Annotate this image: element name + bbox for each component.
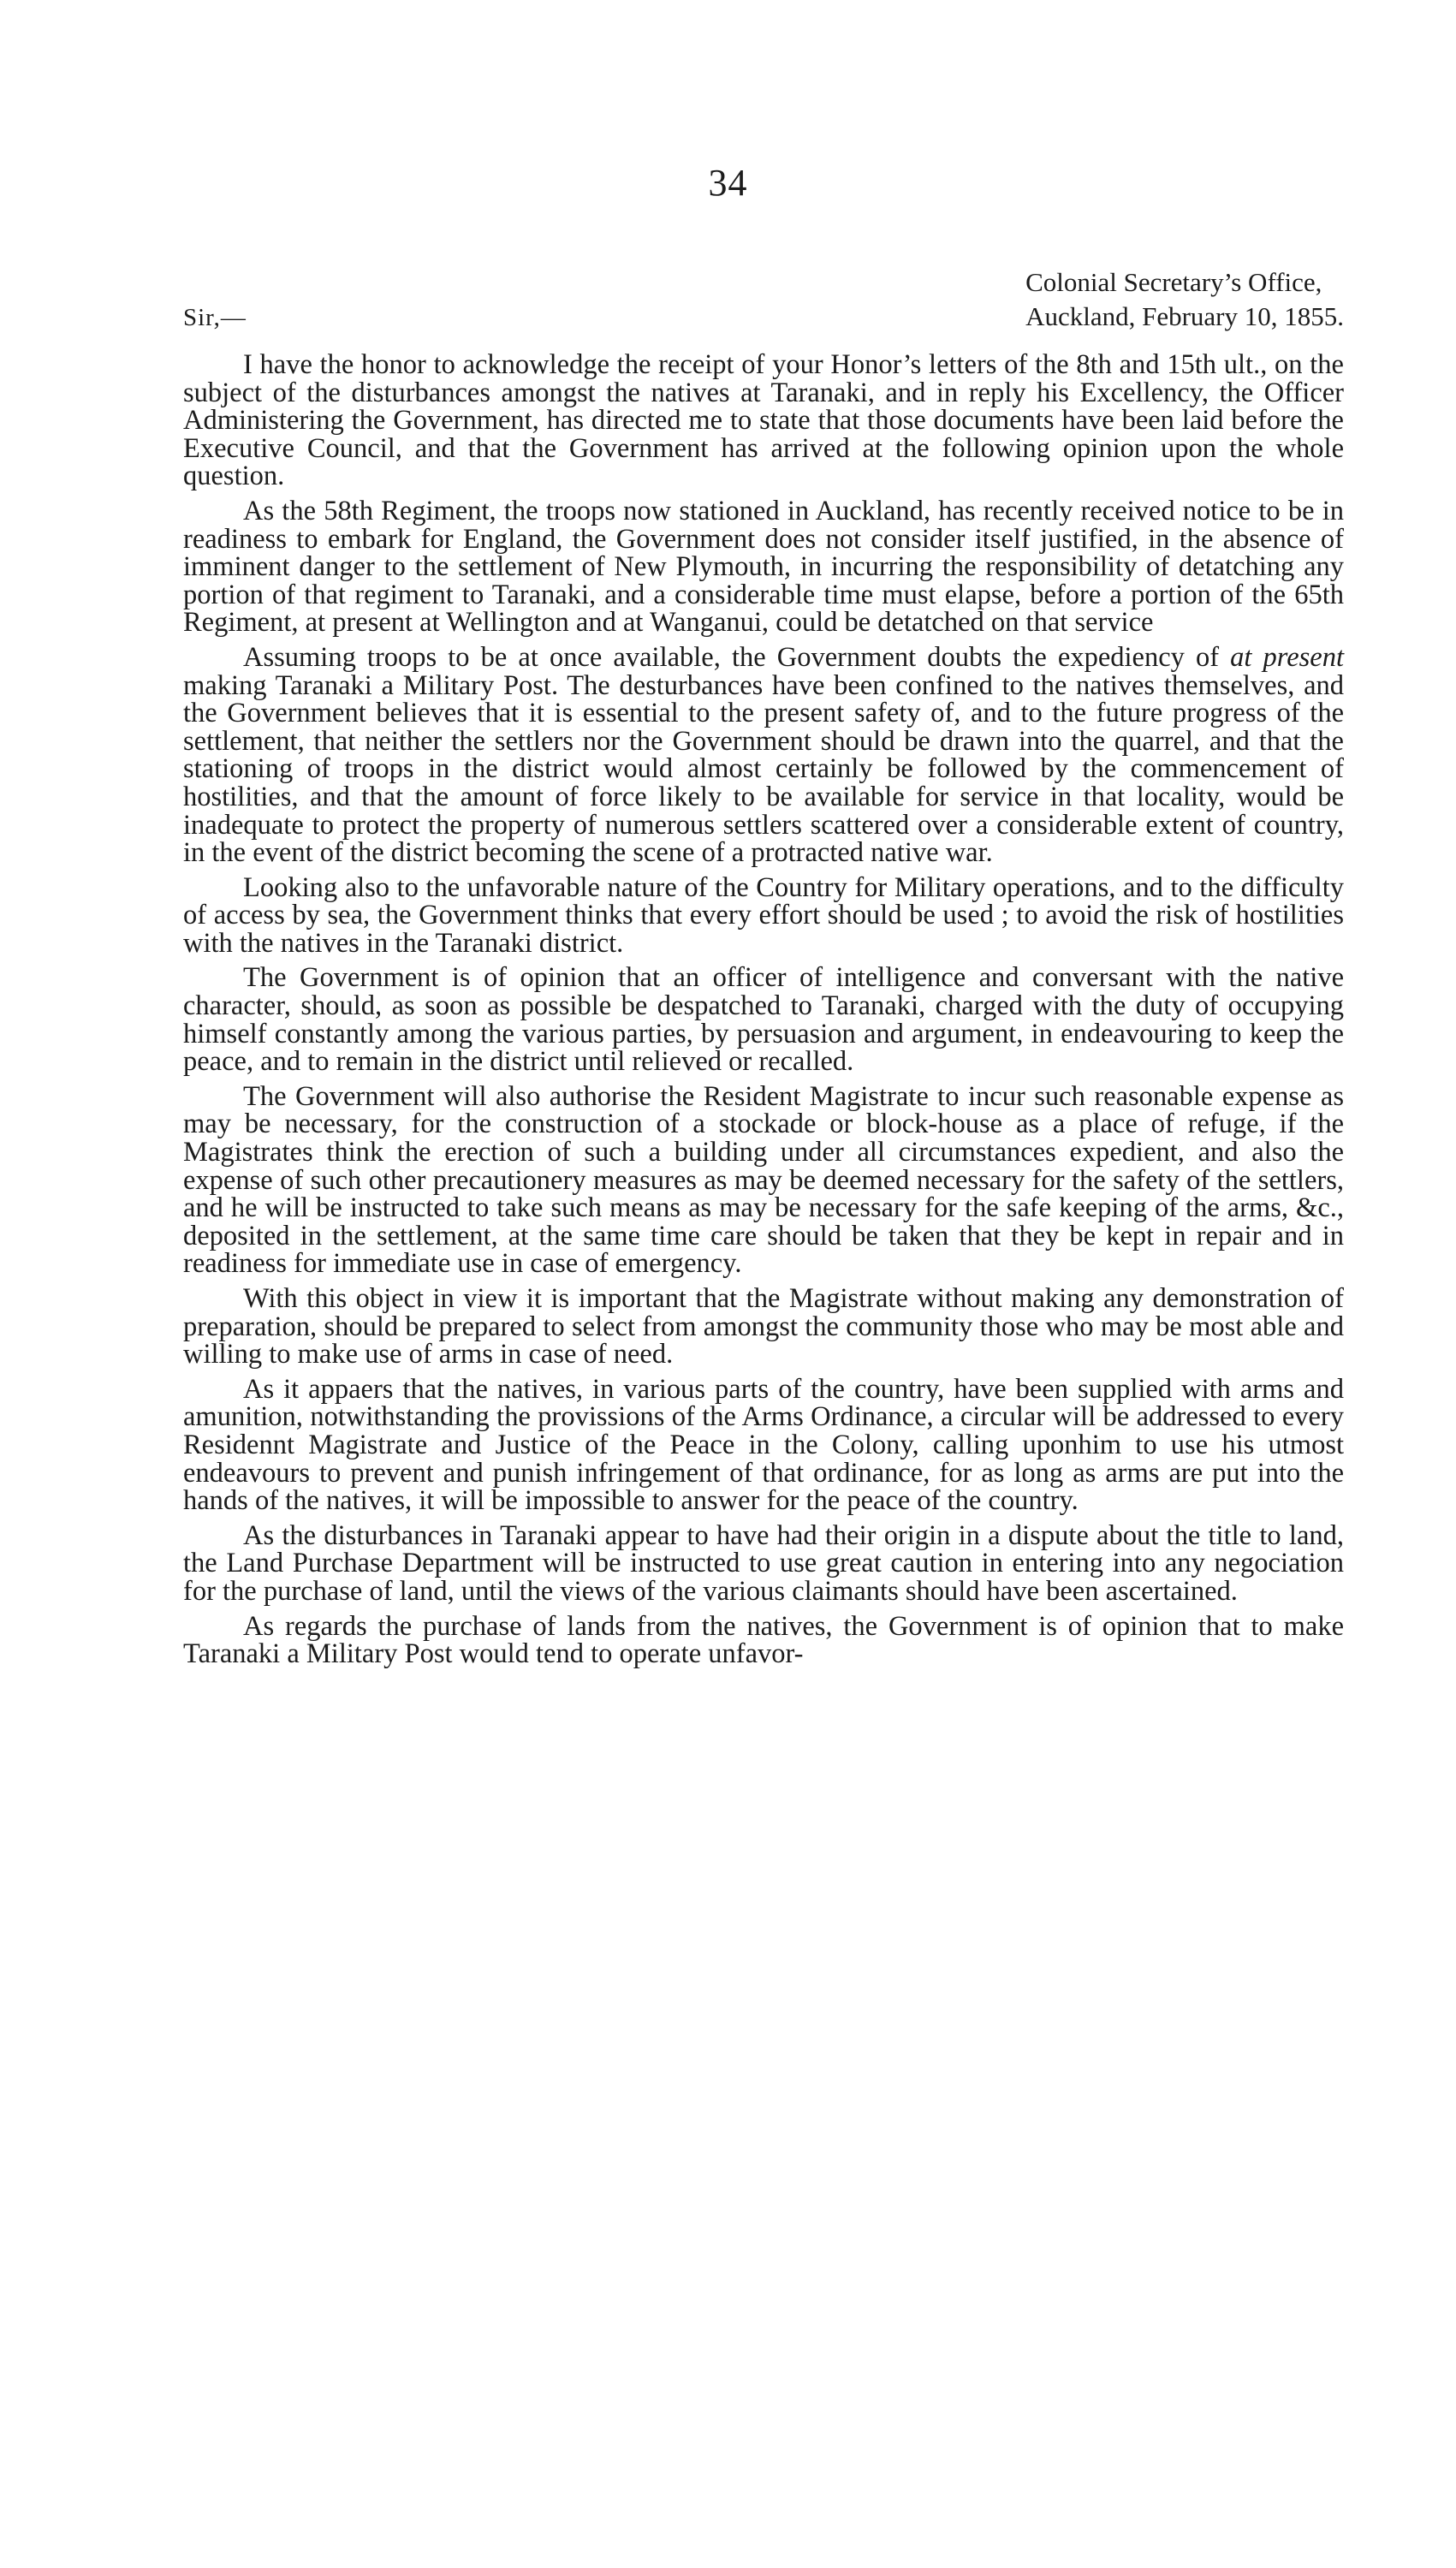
paragraph-3 bbox=[183, 641, 1345, 869]
paragraph-3-start: Assuming troops to be at once available, the Government doubts the expediency of bbox=[243, 641, 1231, 673]
paragraph-4: Looking also to the unfavorable nature of the Country for Military operations, and to the difficulty of access by sea, the Government thinks that every effort should be used ; to avoid the risk of hostilities with the natives in the Taranaki district. bbox=[183, 871, 1344, 959]
paragraph-6: The Government will also authorise the Resident Magistrate to incur such reasonable expense as may be necessary, for the construction of a stockade or block-house as a place of refuge, if the Magistrates think the erection of such a building under all circumstances expedient, and also the expense of such other precautionery measures as may be deemed necessary for the safety of the settlers, and he will be instructed to take such means as may be necessary for the safe keeping of the arms, &c., deposited in the settlement, at the same time care should be taken that they be kept in repair and in readiness for immediate use in case of emergency. bbox=[183, 1080, 1344, 1280]
paragraph-3-end: making Taranaki a Military Post. The desturbances have been confined to the natives themselves, and the Government believes that it is essential to the present safety of, and to the future progress of the settlement, that neither the settlers nor the Government should be drawn into the quarrel, and that the stationing of troops in the district would almost certainly be followed by the commencement of hostilities, and that the amount of force likely to be available for service in that locality, would be inadequate to protect the property of numerous settlers scattered over a considerable extent of country, in the event of the district becoming the scene of a protracted native war. bbox=[183, 669, 1344, 869]
paragraph-5: The Government is of opinion that an officer of intelligence and conversant with the native character, should, as soon as possible be despatched to Taranaki, charged with the duty of occupying himself constantly among the various parties, by persuasion and argument, in endeavouring to keep the peace, and to remain in the district until relieved or recalled. bbox=[183, 962, 1344, 1078]
place-date-line: Auckland, February 10, 1855. bbox=[1025, 301, 1344, 331]
letter-header bbox=[1025, 265, 1344, 334]
paragraph-3-italic: at present bbox=[1230, 641, 1345, 673]
paragraph-1: I have the honor to acknowledge the receipt of your Honor’s letters of the 8th and 15th ult., on the subject of the disturbances amongst the natives at Taranaki, and in reply his Excellency, the Officer Administering the Government, has directed me to state that those documents have been laid before the Executive Council, and that the Government has arrived at the following opinion upon the whole question. bbox=[183, 349, 1344, 492]
paragraph-9: As the disturbances in Taranaki appear to have had their origin in a dispute about the title to land, the Land Purchase Department will be instructed to use great caution in entering into any negociation for the purchase of land, until the views of the various claimants should have been ascertained. bbox=[183, 1519, 1344, 1607]
paragraph-8: As it appaers that the natives, in various parts of the country, have been supplied with arms and amunition, notwithstanding the provissions of the Arms Ordinance, a circular will be addressed to every Residennt Magistrate and Justice of the Peace in the Colony, calling uponhim to use his utmost endeavours to prevent and punish infringement of that ordinance, for as long as arms are put into the hands of the natives, it will be impossible to answer for the peace of the country. bbox=[183, 1373, 1344, 1517]
paragraph-2: As the 58th Regiment, the troops now stationed in Auckland, has recently received notice to be in readiness to embark for England, the Government does not consider itself justified, in the absence of imminent danger to the settlement of New Plymouth, in incurring the responsibility of detatching any portion of that regiment to Taranaki, and a considerable time must elapse, before a portion of the 65th Regiment, at present at Wellington and at Wanganui, could be detatched on that service bbox=[183, 495, 1344, 639]
office-line: Colonial Secretary’s Office, bbox=[1025, 267, 1322, 297]
paragraph-10: As regards the purchase of lands from the natives, the Government is of opinion that to make Taranaki a Military Post would tend to operate unfavor- bbox=[183, 1610, 1344, 1670]
paragraph-7: With this object in view it is important that the Magistrate without making any demonstration of preparation, should be prepared to select from amongst the community those who may be most able and willing to make use of arms in case of need. bbox=[183, 1283, 1344, 1370]
letter-body bbox=[183, 351, 1344, 1668]
page-number: 34 bbox=[708, 162, 748, 204]
salutation: Sir,— bbox=[183, 304, 247, 331]
